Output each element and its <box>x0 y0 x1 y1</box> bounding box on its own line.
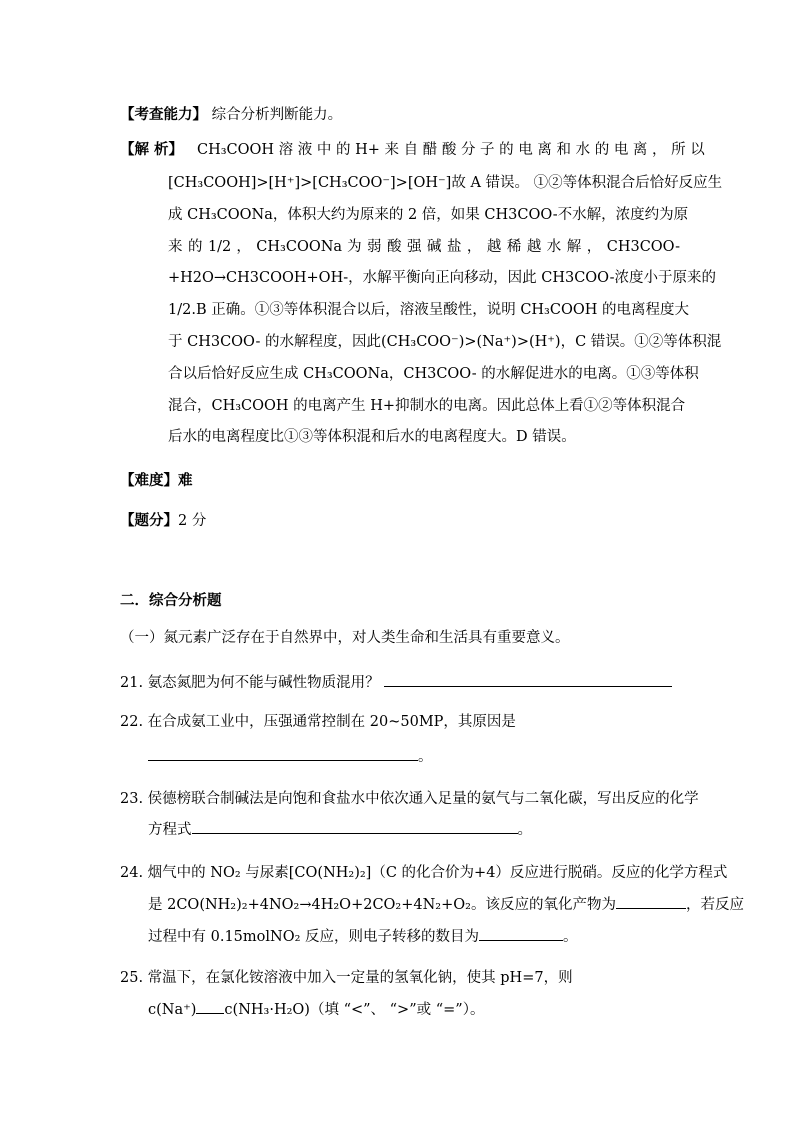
answer-blank-24a[interactable] <box>616 894 686 909</box>
question-25-text: 25. 常温下，在氯化铵溶液中加入一定量的氢氧化钠，使其 pH=7，则 <box>120 970 573 986</box>
question-25-na: c(Na⁺) <box>148 1002 197 1018</box>
question-21-text: 21. 氨态氮肥为何不能与碱性物质混用？ <box>120 675 380 691</box>
question-23-prefix: 方程式 <box>148 822 192 838</box>
answer-blank-23[interactable] <box>192 819 518 834</box>
analysis-line-10: 后水的电离程度比①③等体积混和后水的电离程度大。D 错误。 <box>168 429 576 445</box>
analysis-line-5: +H2O→CH3COOH+OH-，水解平衡向正向移动，因此 CH3COO-浓度小于原来的 <box>168 270 716 286</box>
score-row <box>120 511 206 531</box>
section-intro: （一）氮元素广泛存在于自然界中，对人类生命和生活具有重要意义。 <box>120 630 570 646</box>
analysis-line-6: 1/2.B 正确。①③等体积混合以后，溶液呈酸性，说明 CH₃COOH 的电离程度大 <box>168 302 689 318</box>
analysis-line-1: CH₃COOH 溶 液 中 的 H+ 来 自 醋 酸 分 子 的 电 离 和 水 的 电 离 ， 所 以 <box>197 142 705 158</box>
answer-blank-22[interactable] <box>148 746 418 761</box>
ability-row <box>120 105 342 125</box>
question-23-end: 。 <box>517 822 532 838</box>
question-24-text: 24. 烟气中的 NO₂ 与尿素[CO(NH₂)₂]（C 的化合价为+4）反应进行脱硝。反应的化学方程式 <box>120 865 728 881</box>
analysis-line-4: 来 的 1/2 ， CH₃COONa 为 弱 酸 强 碱 盐 ， 越 稀 越 水 解 ， CH3COO- <box>168 239 680 255</box>
score-label: 【题分】 <box>120 512 178 529</box>
question-24-row-2 <box>148 894 744 915</box>
question-23-text: 23. 侯德榜联合制碱法是向饱和食盐水中依次通入足量的氨气与二氧化碳，写出反应的化学 <box>120 791 699 807</box>
difficulty-row <box>120 471 193 491</box>
question-24-equation: 是 2CO(NH₂)₂+4NO₂→4H₂O+2CO₂+4N₂+O₂。该反应的氧化产物为 <box>148 897 616 913</box>
question-24-row-3 <box>148 926 578 947</box>
question-24-end: 。 <box>563 929 578 945</box>
analysis-line-7: 于 CH3COO- 的水解程度，因此(CH₃COO⁻)>(Na⁺)>(H⁺)，C 错误。①②等体积混 <box>168 334 722 350</box>
analysis-label: 【解 析】 <box>120 141 184 158</box>
score-value: 2 分 <box>178 513 207 529</box>
analysis-line-8: 合以后恰好反应生成 CH₃COONa，CH3COO- 的水解促进水的电离。①③等体积 <box>168 366 699 382</box>
question-25-rest: c(NH₃·H₂O)（填 “<”、 “>”或 “=”）。 <box>224 1002 485 1018</box>
question-22-end: 。 <box>418 749 433 765</box>
section-title: 二．综合分析题 <box>120 592 222 609</box>
analysis-line-9: 混合，CH₃COOH 的电离产生 H+抑制水的电离。因此总体上看①②等体积混合 <box>168 398 686 414</box>
answer-blank-25[interactable] <box>196 999 224 1014</box>
difficulty-value: 难 <box>178 472 193 489</box>
question-22-text: 22. 在合成氨工业中，压强通常控制在 20~50MP，其原因是 <box>120 714 516 730</box>
question-25-row-2 <box>148 999 484 1020</box>
question-22-answer-row <box>148 746 433 767</box>
analysis-line-3: 成 CH₃COONa，体积大约为原来的 2 倍，如果 CH3COO-不水解，浓度约为原 <box>168 207 689 223</box>
question-23-answer-row <box>148 819 532 840</box>
question-24-electron-text: 过程中有 0.15molNO₂ 反应，则电子转移的数目为 <box>148 929 480 945</box>
difficulty-label: 【难度】 <box>120 472 178 489</box>
analysis-line-2: [CH₃COOH]>[H⁺]>[CH₃COO⁻]>[OH⁻]故 A 错误。 ①②等体积混合后恰好反应生 <box>168 175 723 191</box>
answer-blank-24b[interactable] <box>479 926 563 941</box>
answer-blank-21[interactable] <box>384 672 672 687</box>
question-21 <box>120 672 672 693</box>
ability-text: 综合分析判断能力。 <box>211 107 343 123</box>
question-24-suffix: ，若反应 <box>685 897 744 913</box>
ability-label: 【考查能力】 <box>120 106 207 123</box>
